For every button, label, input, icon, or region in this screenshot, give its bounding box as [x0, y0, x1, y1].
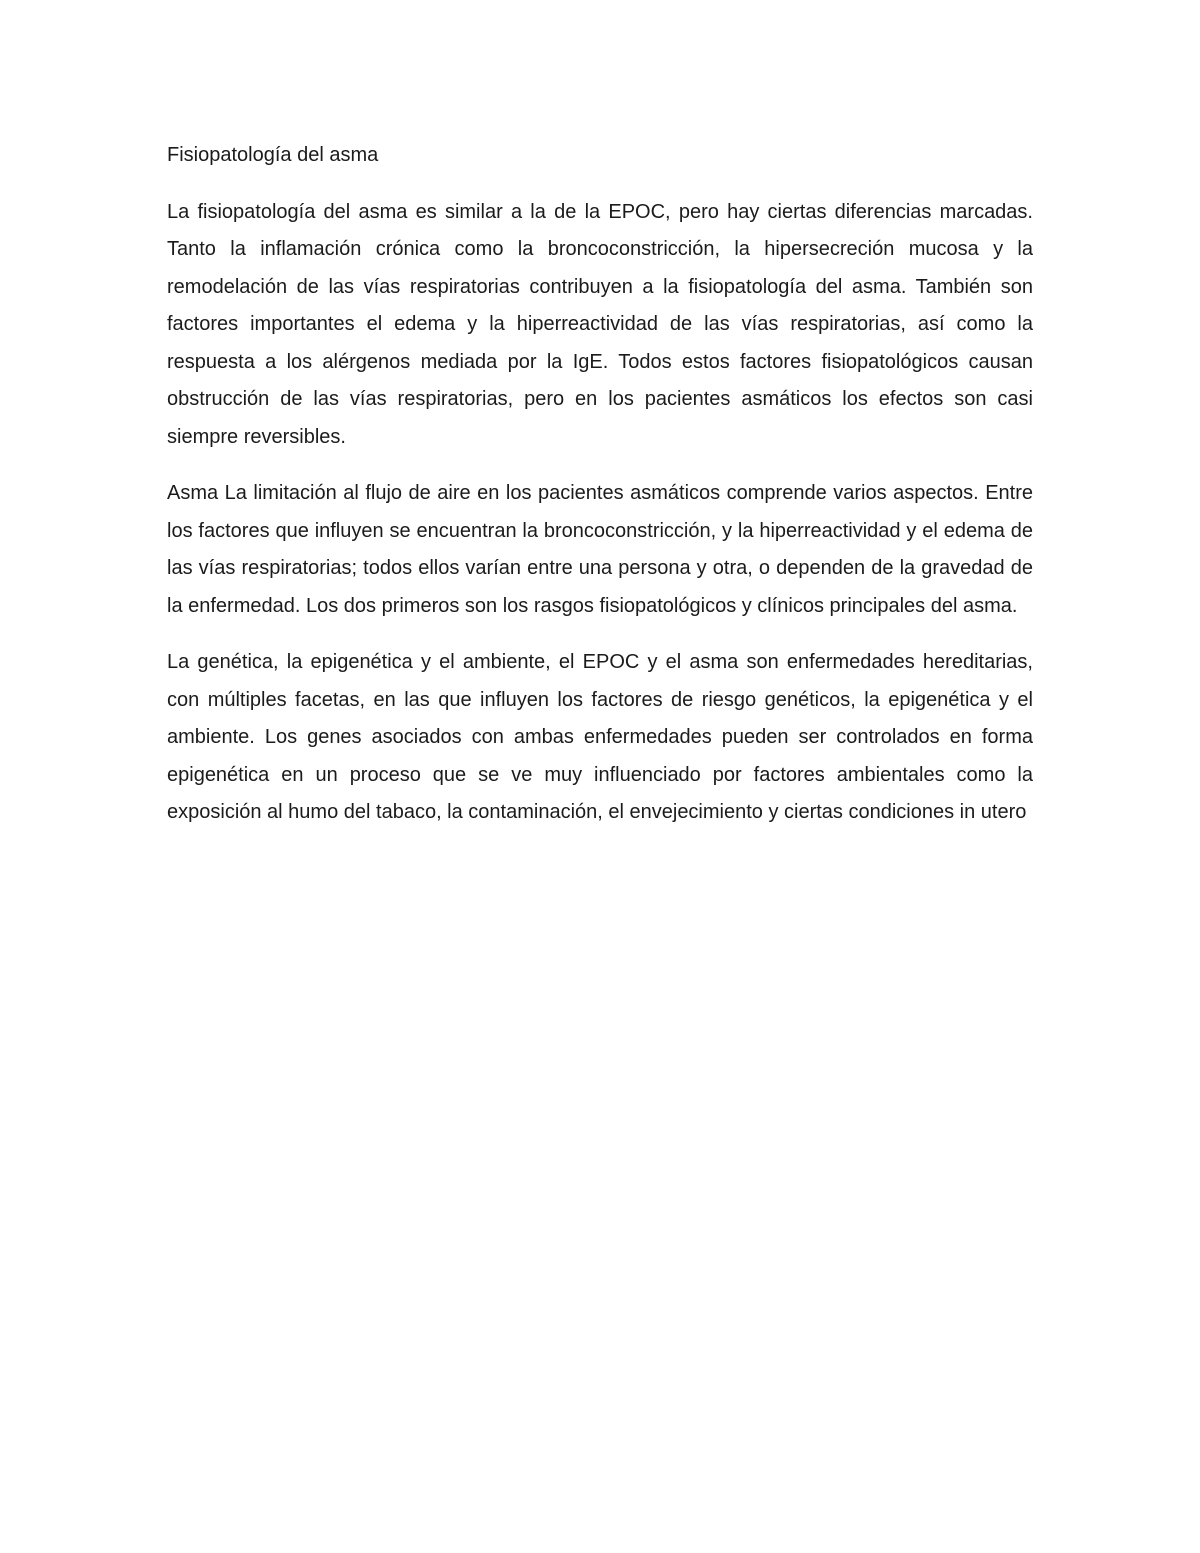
document-title: Fisiopatología del asma [167, 144, 379, 166]
document-body [167, 137, 1033, 851]
paragraph-genetics: La genética, la epigenética y el ambiente, el EPOC y el asma son enfermedades hereditarias, con múltiples facetas, en las que influyen los factores de riesgo genéticos, la epigenética y el ambiente. Los genes asociados con ambas enfermedades pueden ser controlados en forma epigenética en un proceso que se ve muy influenciado por factores ambientales como la exposición al humo del tabaco, la contaminación, el envejecimiento y ciertas condiciones in utero [167, 651, 1033, 823]
paragraph-pathophysiology: La fisiopatología del asma es similar a la de la EPOC, pero hay ciertas diferencias marcadas. Tanto la inflamación crónica como la broncoconstricción, la hipersecreción mucosa y la remodelación de las vías respiratorias contribuyen a la fisiopatología del asma. También son factores importantes el edema y la hiperreactividad de las vías respiratorias, así como la respuesta a los alérgenos mediada por la IgE. Todos estos factores fisiopatológicos causan obstrucción de las vías respiratorias, pero en los pacientes asmáticos los efectos son casi siempre reversibles. [167, 200, 1033, 448]
paragraph-airflow-limitation: Asma La limitación al flujo de aire en los pacientes asmáticos comprende varios aspectos. Entre los factores que influyen se encuentran la broncoconstricción, y la hiperreactividad y el edema de las vías respiratorias; todos ellos varían entre una persona y otra, o dependen de la gravedad de la enfermedad. Los dos primeros son los rasgos fisiopatológicos y clínicos principales del asma. [167, 482, 1033, 617]
